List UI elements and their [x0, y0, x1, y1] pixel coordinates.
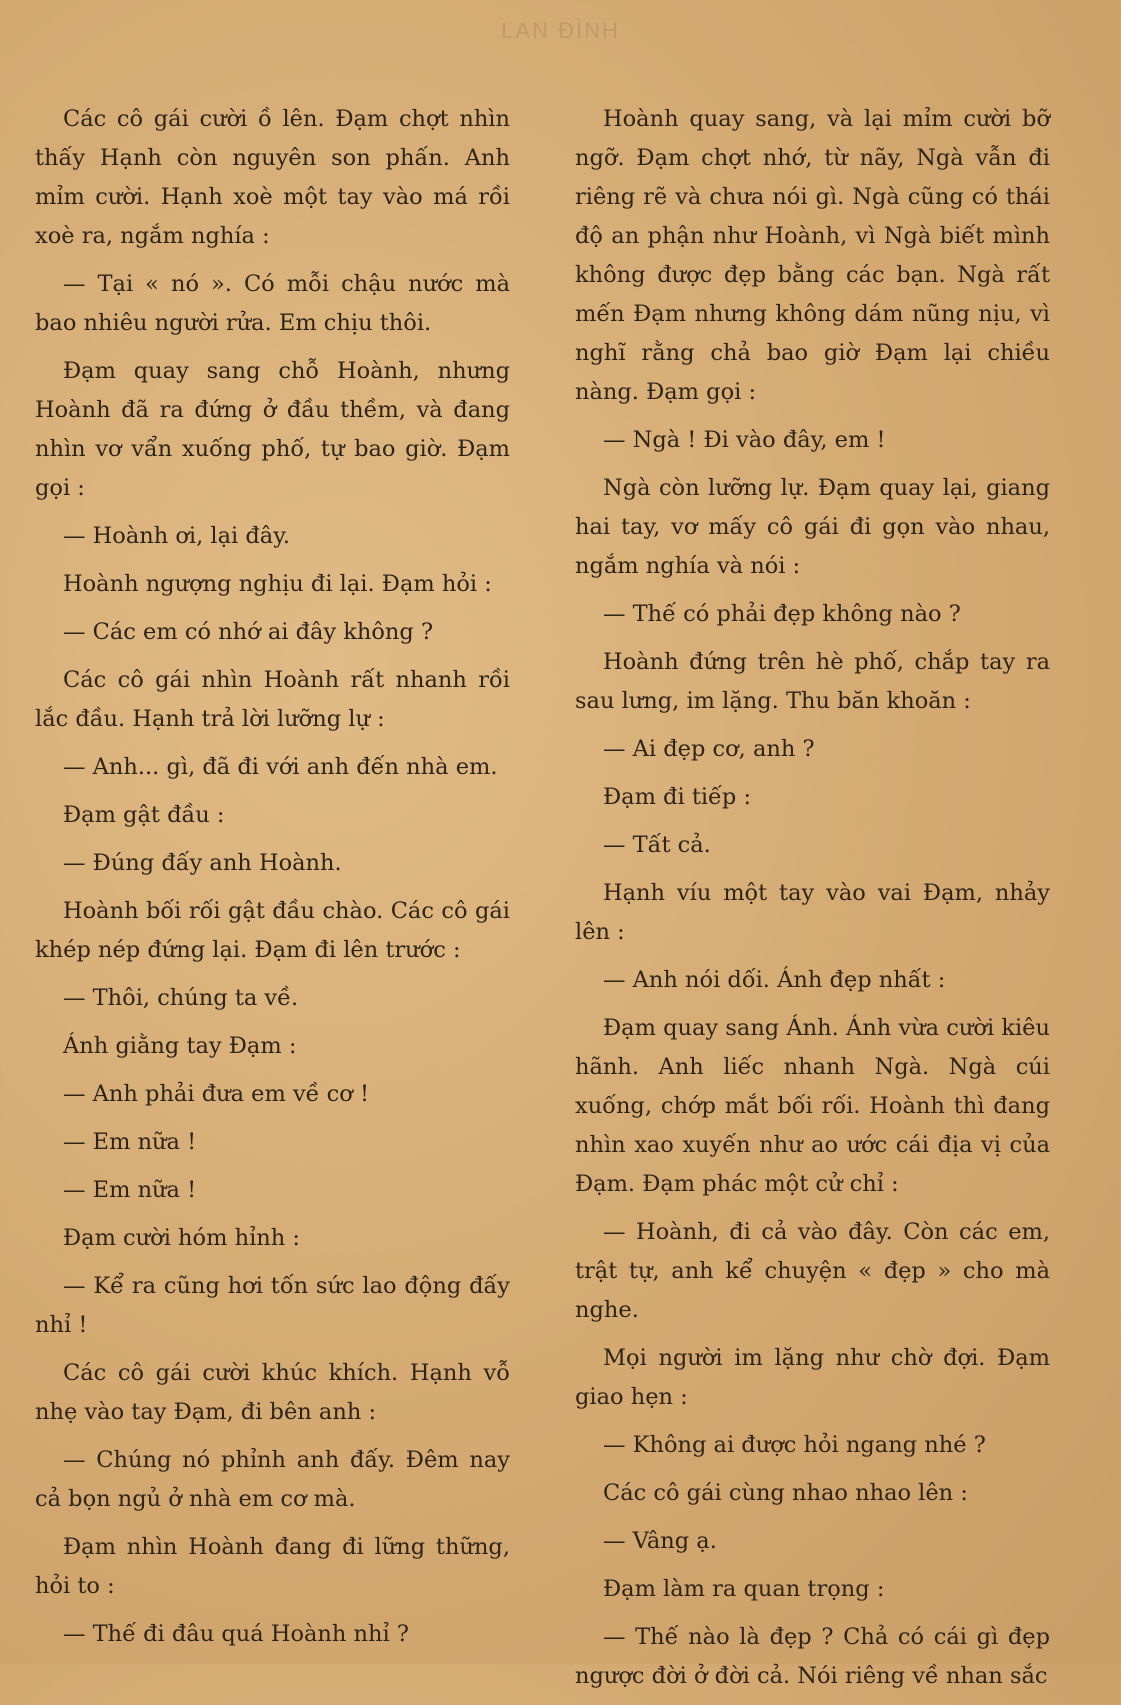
paragraph: — Không ai được hỏi ngang nhé ? [603, 1432, 986, 1458]
paragraph: — Hoành ơi, lại đây. [63, 523, 291, 549]
paragraph: — Kể ra cũng hơi tốn sức lao động đấy nhỉ ! [35, 1273, 510, 1338]
paragraph: Mọi người im lặng như chờ đợi. Đạm giao hẹn : [575, 1345, 1050, 1410]
paragraph: — Em nữa ! [63, 1177, 197, 1203]
left-column [35, 100, 510, 1663]
paragraph: Các cô gái nhìn Hoành rất nhanh rồi lắc đầu. Hạnh trả lời lưỡng lự : [35, 667, 510, 732]
paragraph: — Tất cả. [603, 832, 711, 858]
paragraph: — Thế nào là đẹp ? Chả có cái gì đẹp ngược đời ở đời cả. Nói riêng về nhan sắc [575, 1624, 1050, 1689]
paragraph: — Các em có nhớ ai đây không ? [63, 619, 434, 645]
paragraph: Đạm làm ra quan trọng : [603, 1576, 885, 1602]
running-head: LAN ĐÌNH [501, 18, 620, 43]
paragraph: — Anh... gì, đã đi với anh đến nhà em. [63, 754, 498, 780]
paragraph: — Đúng đấy anh Hoành. [63, 850, 342, 876]
paragraph: — Thôi, chúng ta về. [63, 985, 299, 1011]
right-column [575, 100, 1050, 1705]
paragraph: Các cô gái cùng nhao nhao lên : [603, 1480, 968, 1506]
paragraph: — Thế đi đâu quá Hoành nhỉ ? [63, 1621, 409, 1647]
paragraph: Đạm quay sang chỗ Hoành, nhưng Hoành đã ra đứng ở đầu thềm, và đang nhìn vơ vẩn xuống phố, tự bao giờ. Đạm gọi : [35, 358, 510, 501]
paragraph: Các cô gái cười khúc khích. Hạnh vỗ nhẹ vào tay Đạm, đi bên anh : [35, 1360, 510, 1425]
paragraph: — Tại « nó ». Có mỗi chậu nước mà bao nhiêu người rửa. Em chịu thôi. [35, 271, 510, 336]
paragraph: Hoành bối rối gật đầu chào. Các cô gái khép nép đứng lại. Đạm đi lên trước : [35, 898, 510, 963]
paragraph: — Em nữa ! [63, 1129, 197, 1155]
paragraph: Đạm đi tiếp : [603, 784, 752, 810]
paragraph: Đạm gật đầu : [63, 802, 225, 828]
paragraph: Đạm quay sang Ánh. Ánh vừa cười kiêu hãnh. Anh liếc nhanh Ngà. Ngà cúi xuống, chớp mắt bối rối. Hoành thì đang nhìn xao xuyến như ao ước cái địa vị của Đạm. Đạm phác một cử chỉ : [575, 1015, 1050, 1197]
paragraph: — Ai đẹp cơ, anh ? [603, 736, 815, 762]
paragraph: Đạm cười hóm hỉnh : [63, 1225, 300, 1251]
paragraph: — Ngà ! Đi vào đây, em ! [603, 427, 886, 453]
paragraph: — Hoành, đi cả vào đây. Còn các em, trật tự, anh kể chuyện « đẹp » cho mà nghe. [575, 1219, 1050, 1323]
paragraph: — Vâng ạ. [603, 1528, 717, 1554]
paragraph: Hạnh víu một tay vào vai Đạm, nhảy lên : [575, 880, 1050, 945]
paragraph: — Chúng nó phỉnh anh đấy. Đêm nay cả bọn ngủ ở nhà em cơ mà. [35, 1447, 510, 1512]
paragraph: — Anh phải đưa em về cơ ! [63, 1081, 370, 1107]
paragraph: Hoành quay sang, và lại mỉm cười bỡ ngỡ. Đạm chợt nhớ, từ nãy, Ngà vẫn đi riêng rẽ và chưa nói gì. Ngà cũng có thái độ an phận như Hoành, vì Ngà biết mình không được đẹp bằng các bạn. Ngà rất mến Đạm nhưng không dám nũng nịu, vì nghĩ rằng chả bao giờ Đạm lại chiều nàng. Đạm gọi : [575, 106, 1050, 405]
paragraph: Ánh giằng tay Đạm : [63, 1033, 297, 1059]
paragraph: Ngà còn lưỡng lự. Đạm quay lại, giang hai tay, vơ mấy cô gái đi gọn vào nhau, ngắm nghía và nói : [575, 475, 1050, 579]
paragraph: Hoành ngượng nghịu đi lại. Đạm hỏi : [63, 571, 492, 597]
paragraph: — Thế có phải đẹp không nào ? [603, 601, 961, 627]
paragraph: Hoành đứng trên hè phố, chắp tay ra sau lưng, im lặng. Thu băn khoăn : [575, 649, 1050, 714]
paragraph: Các cô gái cười ồ lên. Đạm chợt nhìn thấy Hạnh còn nguyên son phấn. Anh mỉm cười. Hạnh xoè một tay vào má rồi xoè ra, ngắm nghía : [35, 106, 510, 249]
paragraph: — Anh nói dối. Ánh đẹp nhất : [603, 967, 946, 993]
paragraph: Đạm nhìn Hoành đang đi lững thững, hỏi to : [35, 1534, 510, 1599]
